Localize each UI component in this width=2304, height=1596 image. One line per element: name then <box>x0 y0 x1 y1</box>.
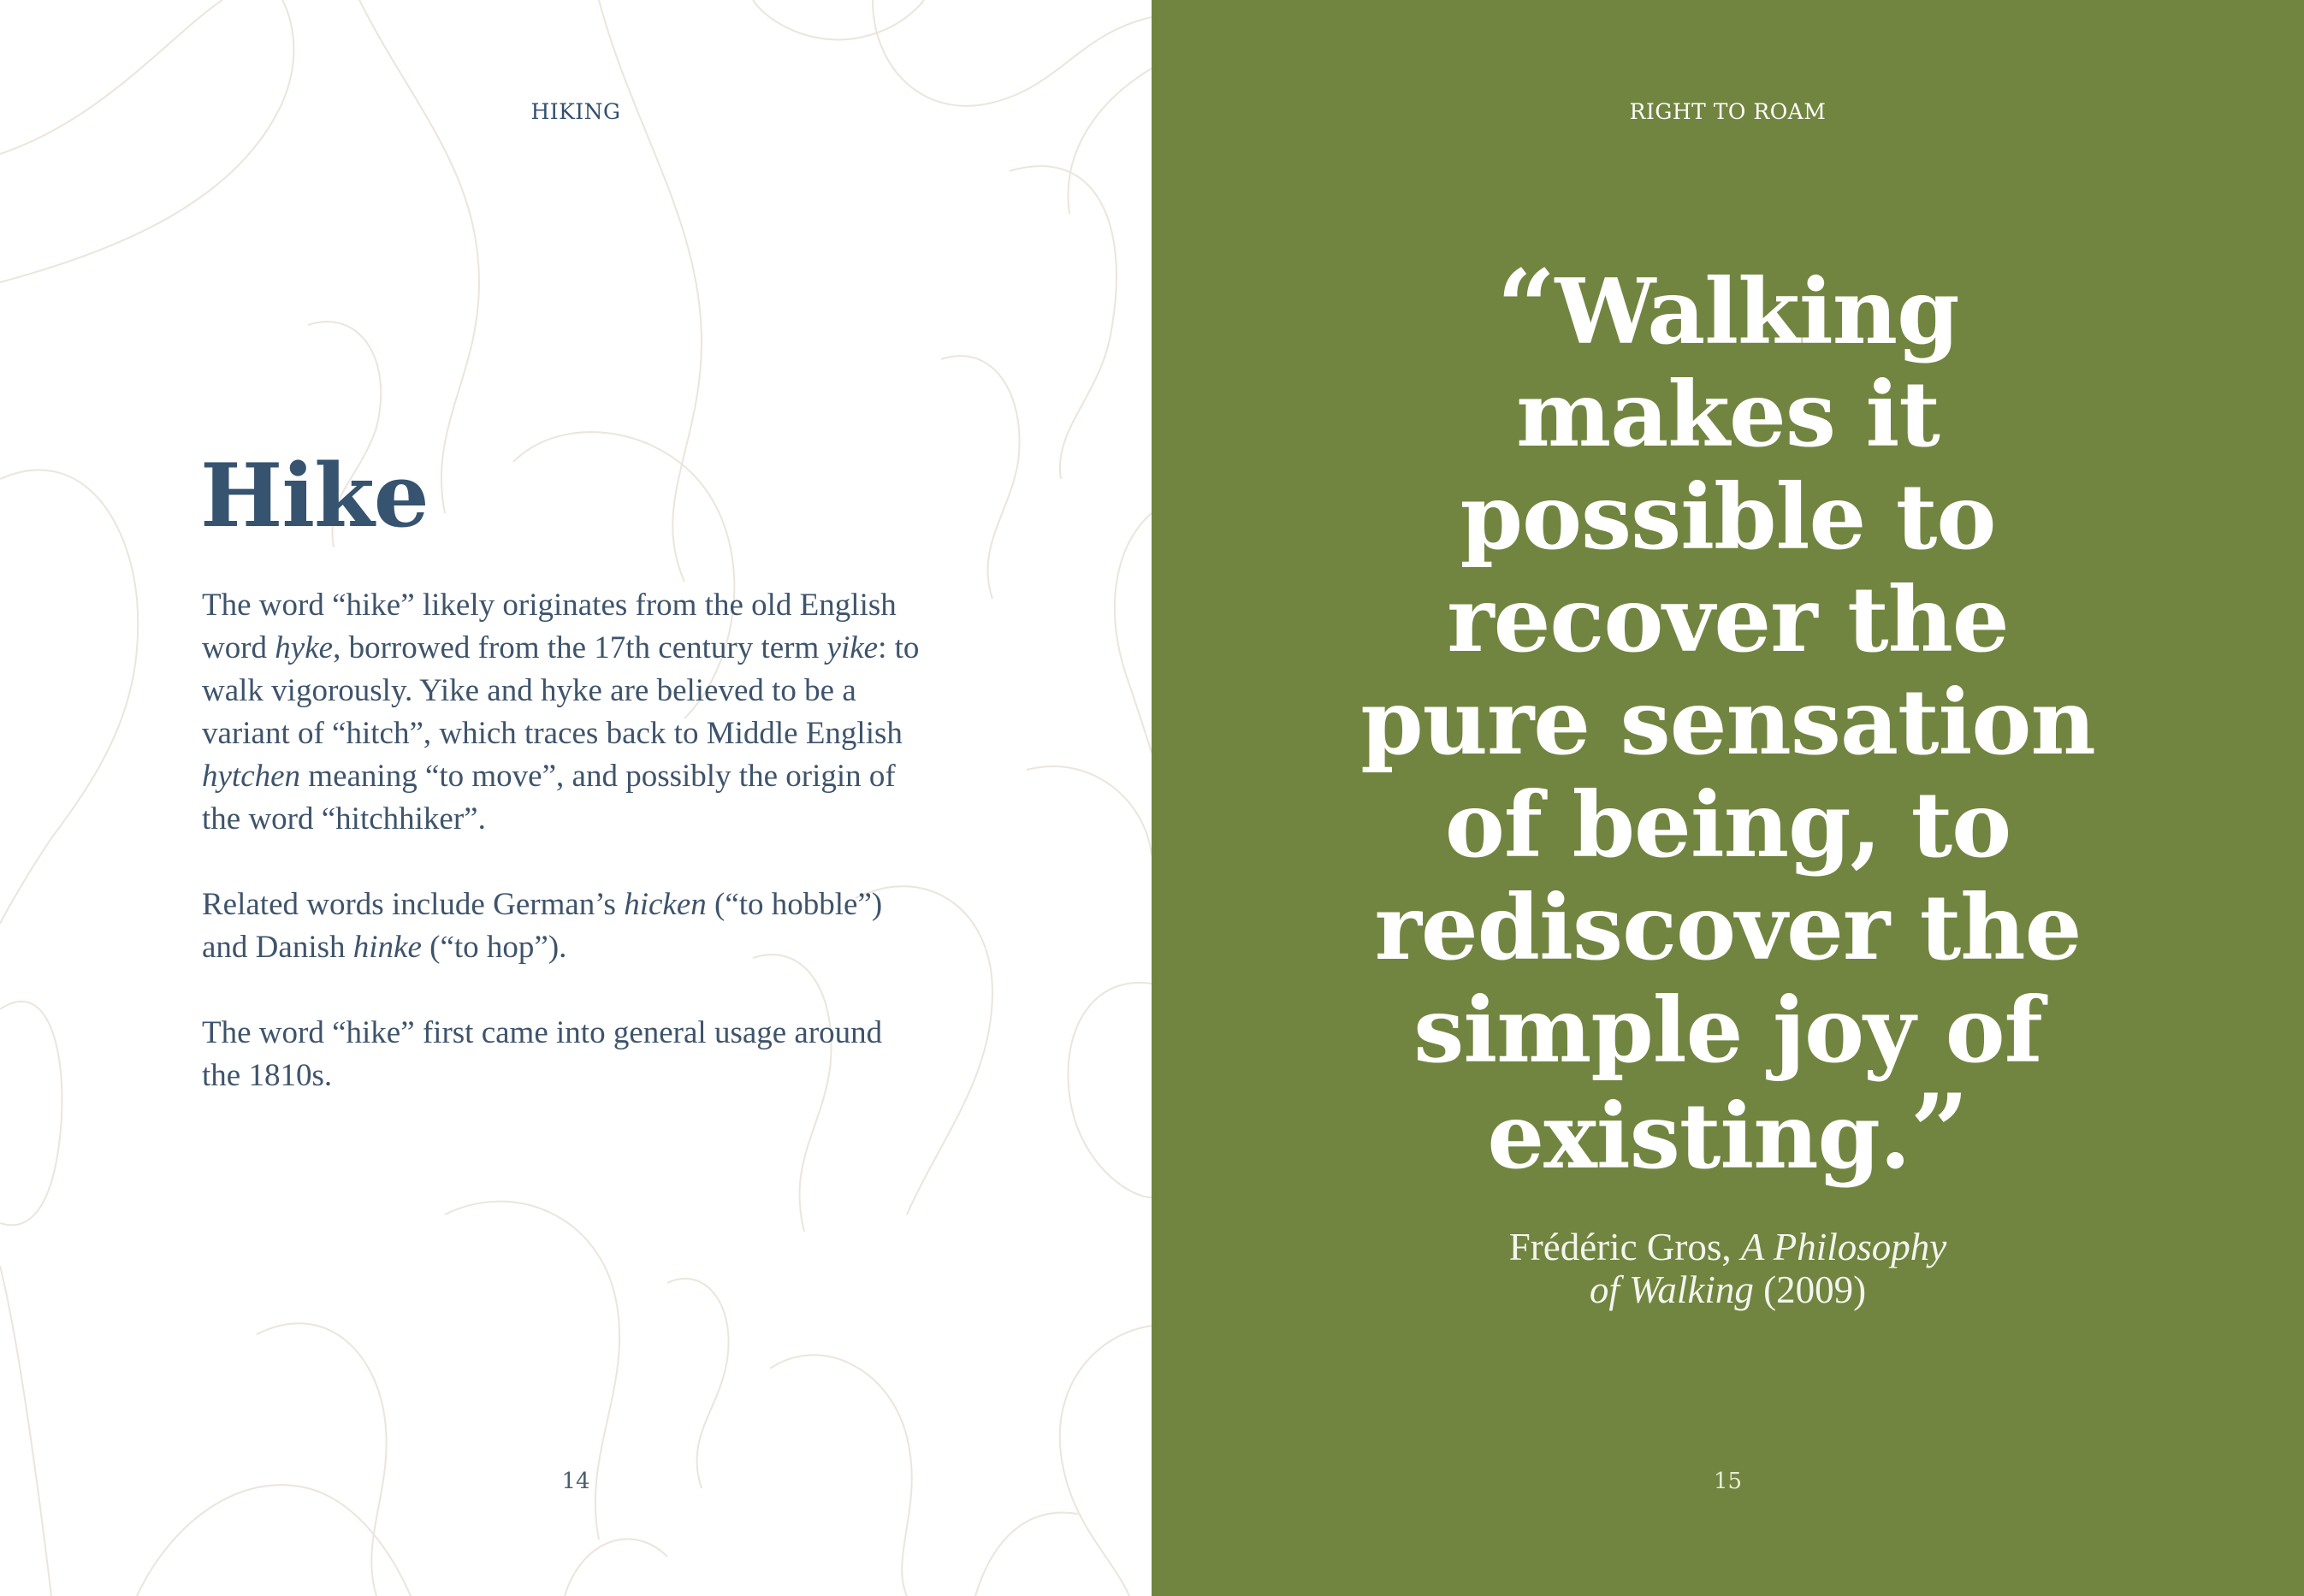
text-run: , borrowed from the 17th century term <box>333 630 827 665</box>
running-head: RIGHT TO ROAM <box>1629 99 1827 124</box>
quote-line: rediscover the <box>1374 874 2082 980</box>
paragraph-usage: The word “hike” first came into general usage around the 1810s. <box>202 1015 883 1093</box>
page-title: Hike <box>200 445 429 547</box>
book-title: A Philosophy <box>1740 1226 1947 1268</box>
italic-term: hinke <box>352 930 422 965</box>
text-run: (“to hop”). <box>421 930 567 965</box>
author-name: Frédéric Gros, <box>1508 1226 1741 1268</box>
text-run: Related words include German’s <box>202 887 625 922</box>
page-number: 14 <box>561 1469 590 1494</box>
body-text <box>202 584 921 1140</box>
right-page <box>1152 0 2304 1596</box>
quote-line: simple joy of <box>1413 977 2042 1083</box>
book-title: of Walking <box>1589 1268 1754 1311</box>
text-run: (“to hobble”) and Danish <box>202 887 883 965</box>
italic-term: hytchen <box>202 759 301 794</box>
running-head: HIKING <box>530 99 621 124</box>
quote-line: recover the <box>1447 566 2009 672</box>
italic-term: hicken <box>624 887 707 922</box>
quote-attribution <box>1152 1226 2304 1311</box>
text-run: The word “hike” likely originates from the old English word <box>202 588 897 665</box>
text-run: : to walk vigorously. Yike and hyke are believed to be a variant of “hitch”, which traces back to Middle English <box>202 630 920 751</box>
italic-term: yike <box>826 630 879 665</box>
quote-line: existing. <box>1487 1083 1910 1189</box>
text-run: meaning “to move”, and possibly the origin of the word “hitchhiker”. <box>202 759 896 836</box>
paragraph-related-words <box>202 884 921 969</box>
quote-line: makes it <box>1516 361 1940 467</box>
publication-year: (2009) <box>1753 1268 1867 1311</box>
italic-term: hyke <box>275 630 334 665</box>
quote-line: of being, to <box>1444 771 2011 878</box>
close-quote-mark: ” <box>1910 1072 1969 1192</box>
quote-line: pure sensation <box>1360 669 2095 775</box>
quote-line: Walking <box>1555 258 1959 364</box>
quote-line: possible to <box>1460 464 1996 570</box>
page-number: 15 <box>1713 1469 1743 1494</box>
open-quote-mark: “ <box>1496 247 1555 368</box>
paragraph-origin <box>202 584 921 841</box>
pull-quote <box>1152 247 2304 1192</box>
